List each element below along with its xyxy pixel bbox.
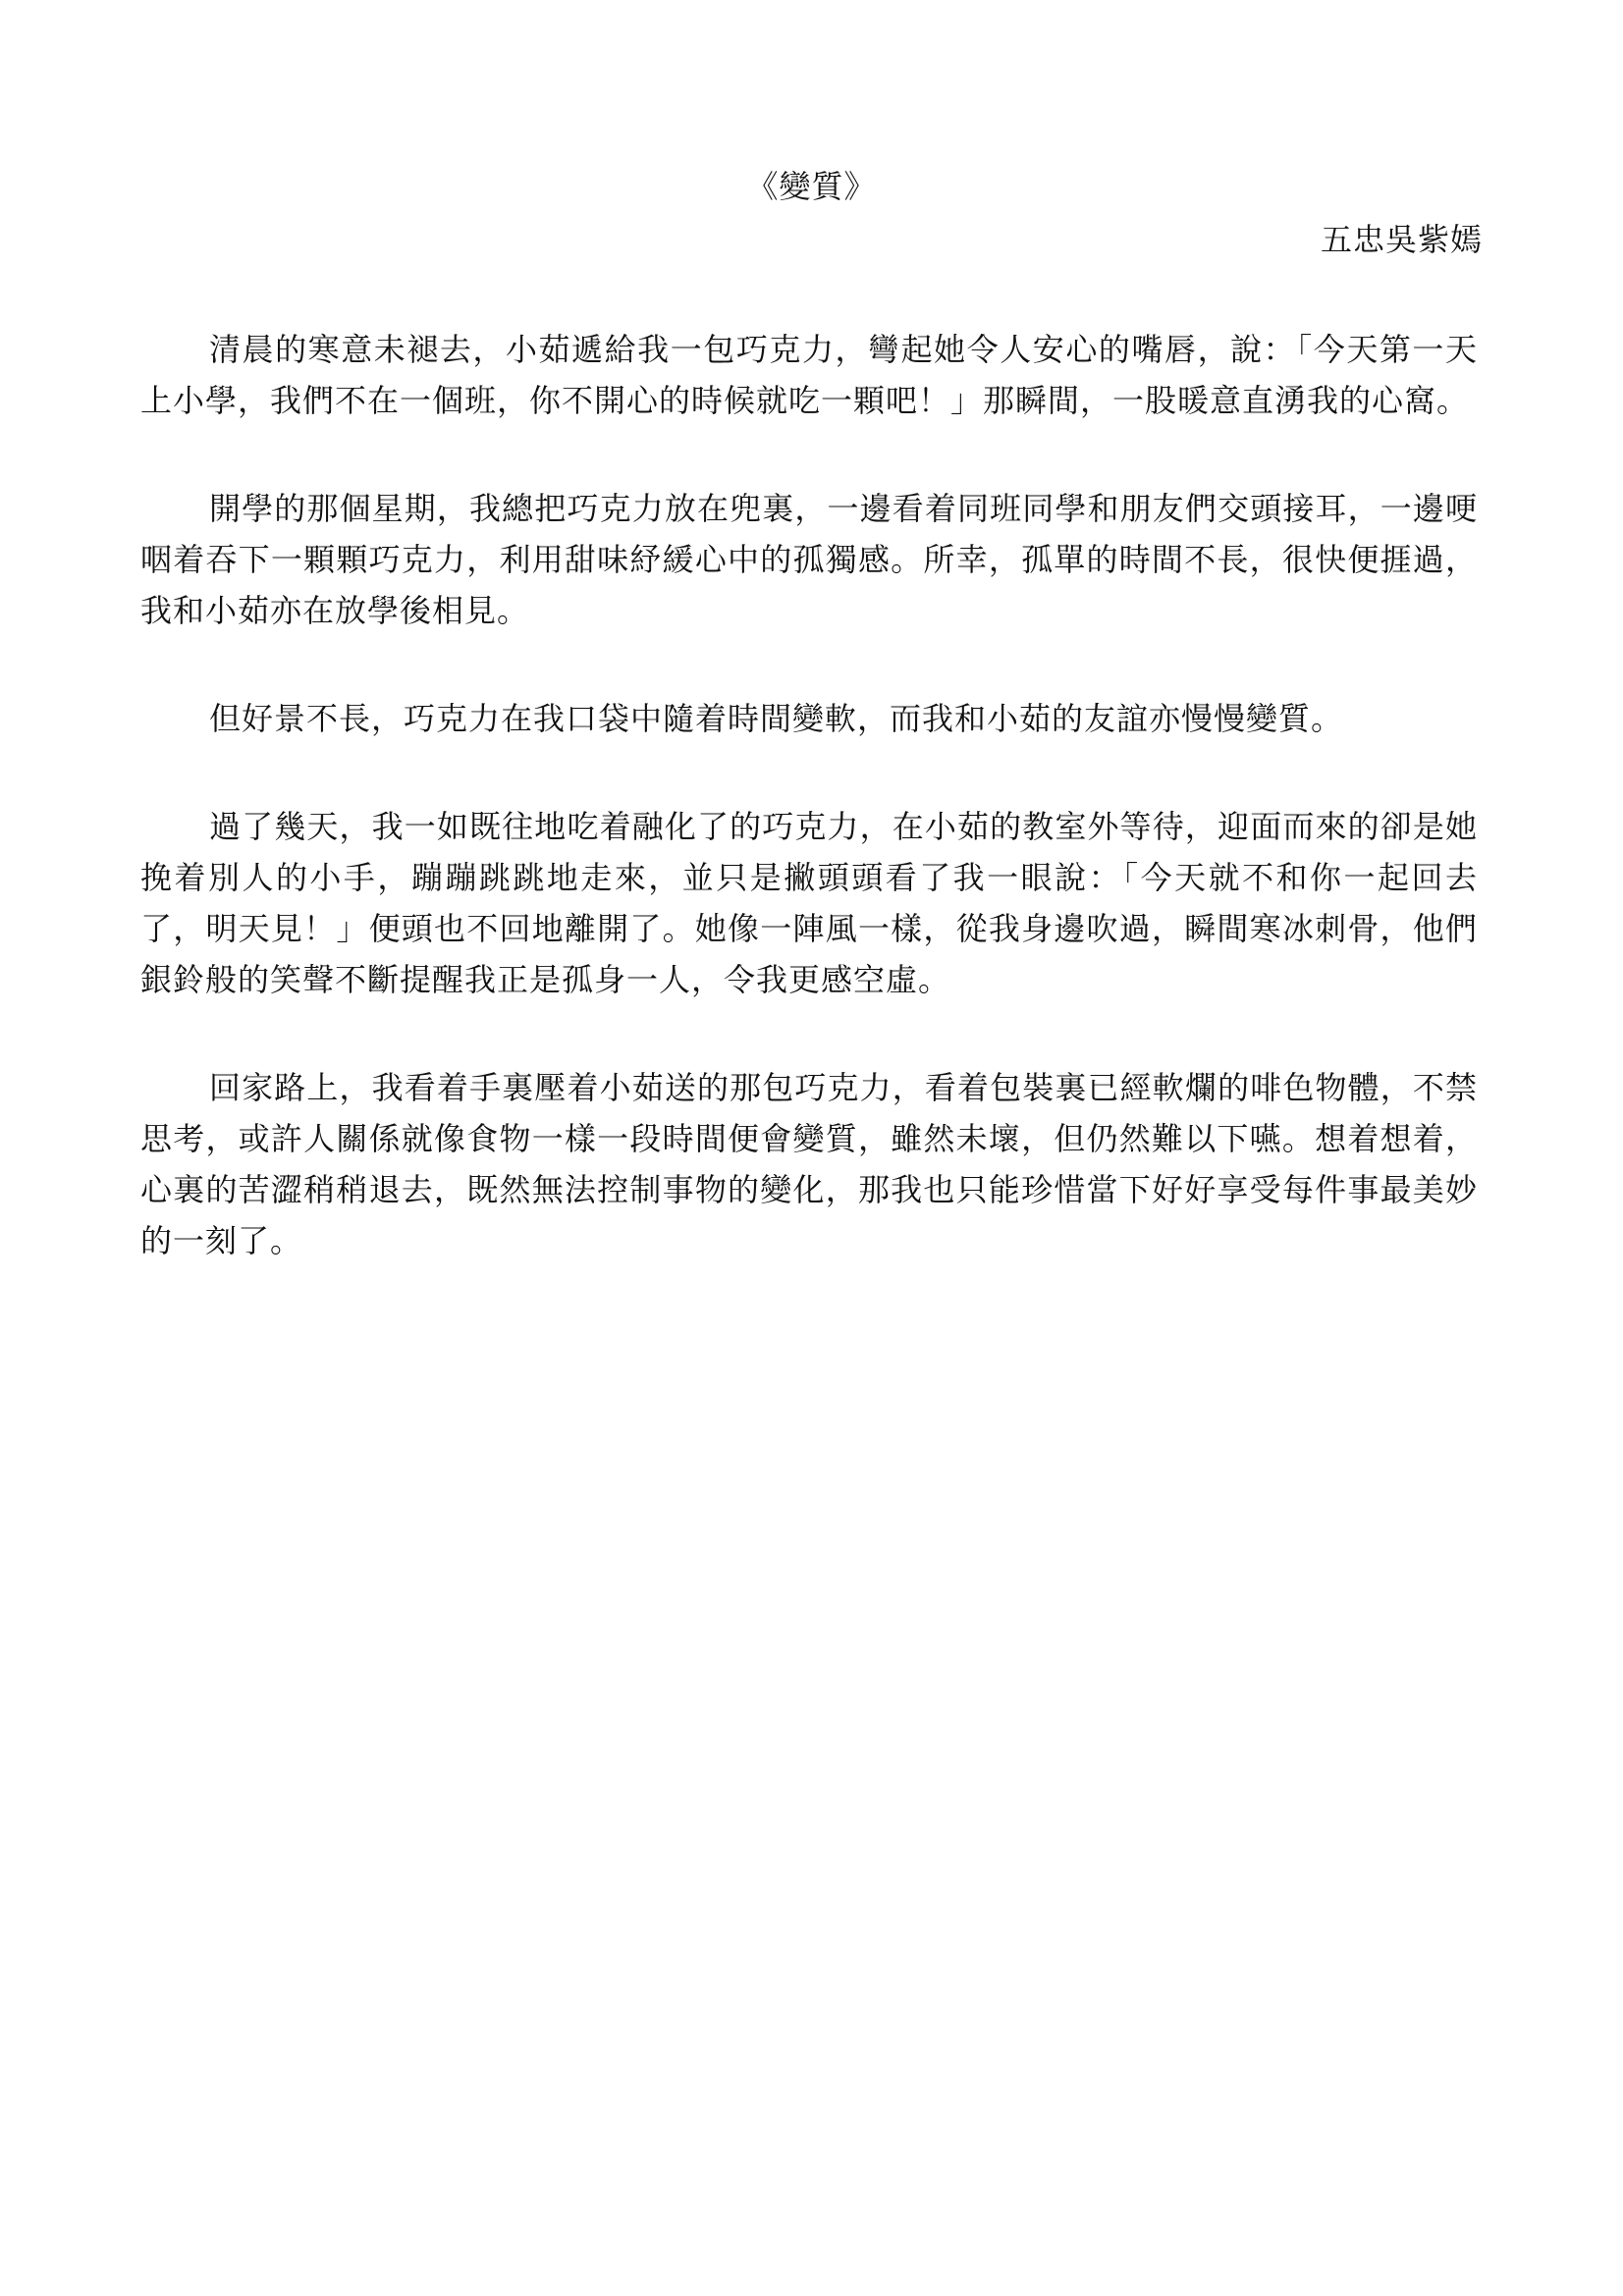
paragraph: 過了幾天，我一如既往地吃着融化了的巧克力，在小茹的教室外等待，迎面而來的卻是她挽着別人的小手，蹦蹦跳跳地走來，並只是撇頭頭看了我一眼說：「今天就不和你一起回去了，明天見！」便頭也不回地離開了。她像一陣風一樣，從我身邊吹過，瞬間寒冰刺骨，他們銀鈴般的笑聲不斷提醒我正是孤身一人，令我更感空虛。 [140, 808, 1478, 998]
author-name: 五忠吳紫嫣 [1320, 221, 1483, 258]
paragraph: 開學的那個星期，我總把巧克力放在兜裏，一邊看着同班同學和朋友們交頭接耳，一邊哽咽着吞下一顆顆巧克力，利用甜味紓緩心中的孤獨感。所幸，孤單的時間不長，很快便捱過，我和小茹亦在放學後相見。 [140, 490, 1478, 629]
paragraph: 但好景不長，巧克力在我口袋中隨着時間變軟，而我和小茹的友誼亦慢慢變質。 [209, 700, 1344, 737]
document-title: 《變質》 [746, 168, 877, 205]
essay-body [140, 324, 1478, 1323]
paragraph: 清晨的寒意未褪去，小茹遞給我一包巧克力，彎起她令人安心的嘴唇，說：「今天第一天上小學，我們不在一個班，你不開心的時候就吃一顆吧！」那瞬間，一股暖意直湧我的心窩。 [140, 331, 1478, 419]
paragraph: 回家路上，我看着手裏壓着小茹送的那包巧克力，看着包裝裏已經軟爛的啡色物體，不禁思考，或許人關係就像食物一樣一段時間便會變質，雖然未壞，但仍然難以下嚥。想着想着，心裏的苦澀稍稍退去，既然無法控制事物的變化，那我也只能珍惜當下好好享受每件事最美妙的一刻了。 [140, 1069, 1478, 1259]
